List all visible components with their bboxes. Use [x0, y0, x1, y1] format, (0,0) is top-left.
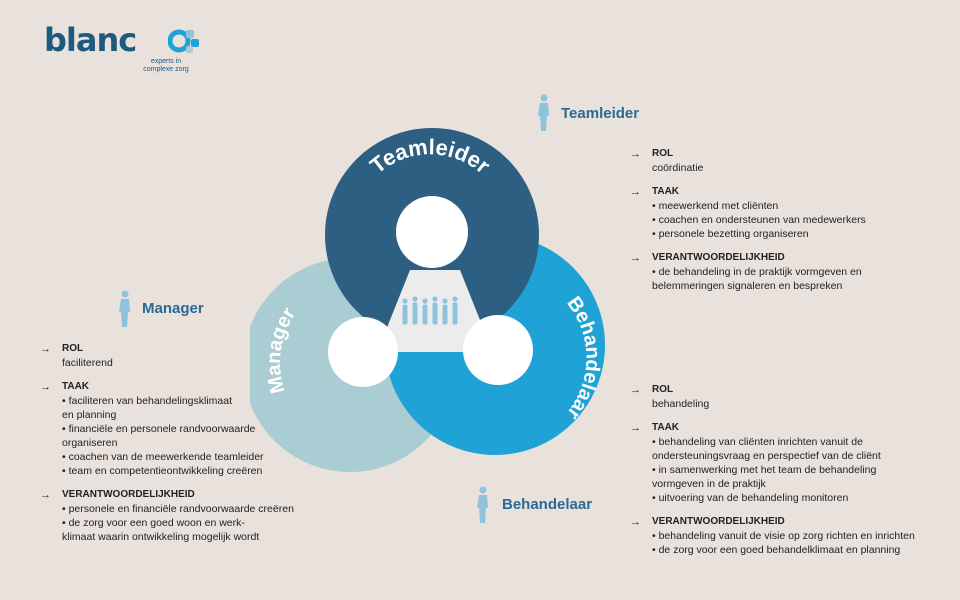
behandelaar-inner-circle [463, 315, 533, 385]
behandelaar-title: Behandelaar [502, 496, 593, 513]
blanco-logo [44, 22, 194, 74]
arrow-right-icon: → [630, 422, 641, 434]
arrow-right-icon: → [630, 148, 641, 160]
manager-details [38, 342, 318, 554]
manager-inner-circle [328, 317, 398, 387]
manager-arc-label: Manager [262, 303, 301, 396]
puzzle-logo-icon [168, 26, 202, 56]
teamleider-rol-section: → ROL coördinatie [630, 148, 704, 174]
arrow-right-icon: → [40, 489, 51, 501]
arrow-right-icon: → [630, 186, 641, 198]
teamleider-inner-circle [396, 196, 468, 268]
person-silhouette-icon [118, 290, 132, 328]
teamleider-title: Teamleider [561, 105, 640, 122]
arrow-right-icon: → [630, 384, 641, 396]
arrow-right-icon: → [630, 252, 641, 264]
teamleider-verantwoordelijkheid-section: → VERANTWOORDELIJKHEID • de behandeling in de praktijk vormgeven en belemmeringen signaleren en bespreken [630, 252, 862, 292]
teamleider-arc-label: Teamleider [365, 134, 495, 179]
logo-wordmark: blanc [44, 21, 137, 59]
arrow-right-icon: → [40, 343, 51, 355]
manager-taak-section: → TAAK • faciliteren van behandelingsklimaat en planning • financiële en personele randvoorwaarde organiseren • coachen van de meewerkende teamleider • team en competentieontwikkeling creëren [40, 381, 264, 477]
manager-rol-section: → ROL faciliterend [40, 343, 113, 369]
behandelaar-arc-label: Behandelaar [562, 292, 604, 424]
behandelaar-rol-section: → ROL behandeling [630, 384, 710, 410]
behandelaar-details [628, 383, 948, 567]
manager-title: Manager [142, 300, 204, 317]
manager-verantwoordelijkheid-section: → VERANTWOORDELIJKHEID • personele en financiële randvoorwaarde creëren • de zorg voor een goed woon en werk- klimaat waarin ontwikkeling mogelijk wordt [40, 489, 294, 543]
behandelaar-taak-section: → TAAK • behandeling van cliënten inrichten vanuit de ondersteuningsvraag en perspectief van de cliënt • in samenwerking met het team de behandeling vormgeven in de praktijk • uitvoering van de behandeling monitoren [630, 422, 881, 504]
logo-tagline: experts in complexe zorg [143, 58, 189, 73]
teamleider-details [628, 147, 928, 303]
arrow-right-icon: → [630, 516, 641, 528]
behandelaar-verantwoordelijkheid-section: → VERANTWOORDELIJKHEID • behandeling vanuit de visie op zorg richten en inrichten • de zorg voor een goed behandelklimaat en planning [630, 516, 915, 556]
teamleider-taak-section: → TAAK • meewerkend met cliënten • coachen en ondersteunen van medewerkers • personele bezetting organiseren [630, 186, 866, 240]
arrow-right-icon: → [40, 381, 51, 393]
person-silhouette-icon [476, 486, 490, 524]
